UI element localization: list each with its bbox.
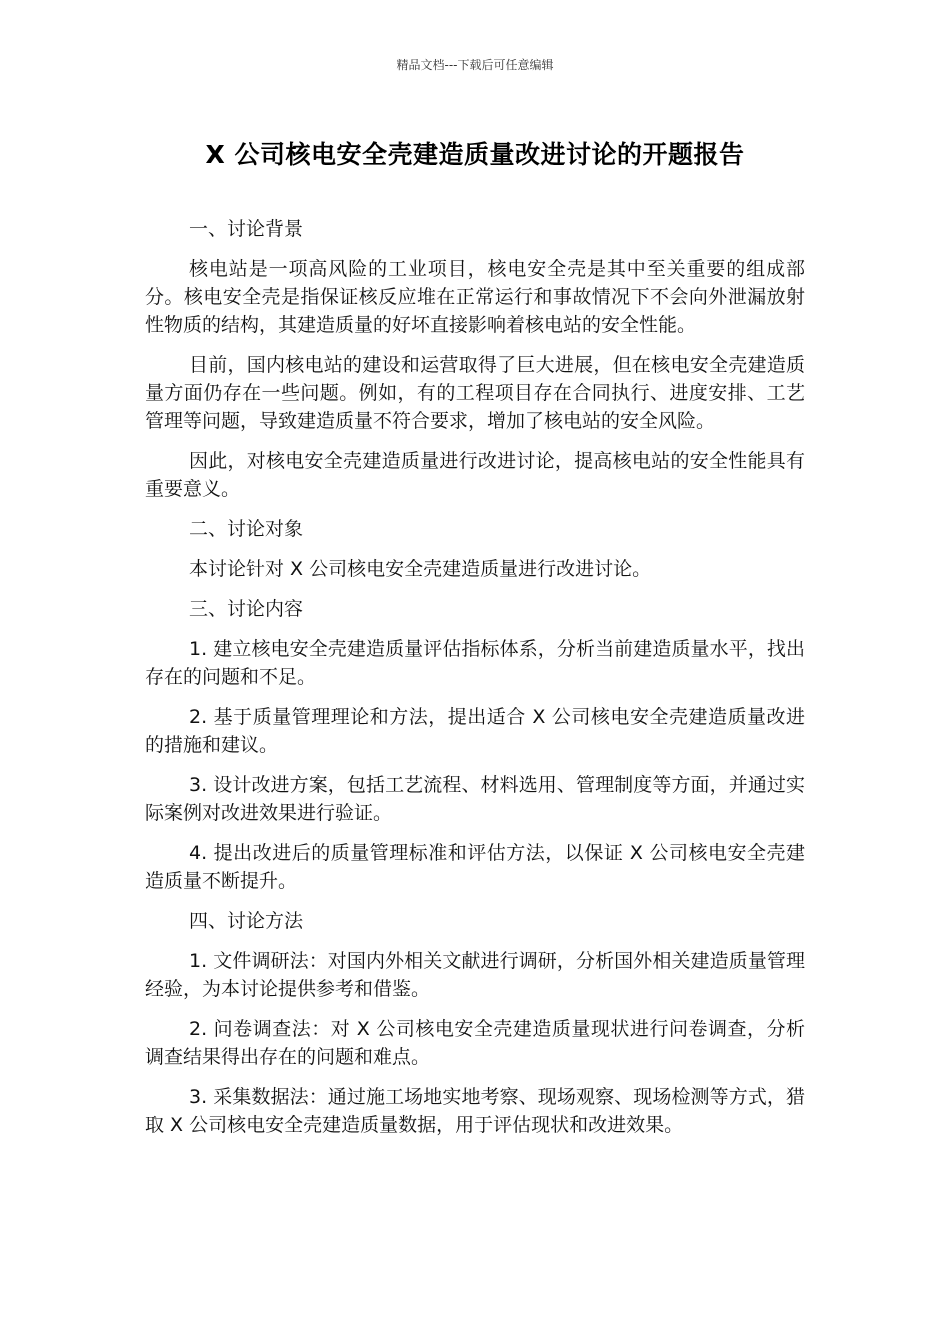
document-title: X 公司核电安全壳建造质量改进讨论的开题报告	[205, 140, 745, 169]
document-body	[145, 215, 805, 1151]
list-item-content-2: 2. 基于质量管理理论和方法，提出适合 X 公司核电安全壳建造质量改进的措施和建议。	[145, 706, 805, 756]
section-heading-object: 二、讨论对象	[189, 518, 304, 540]
list-item-method-1: 1. 文件调研法：对国内外相关文献进行调研，分析国外相关建造质量管理经验，为本讨论提供参考和借鉴。	[145, 950, 805, 1000]
header-note: 精品文档---下载后可任意编辑	[396, 58, 554, 72]
list-item-content-1: 1. 建立核电安全壳建造质量评估指标体系，分析当前建造质量水平，找出存在的问题和不足。	[145, 638, 805, 688]
paragraph-background-3: 因此，对核电安全壳建造质量进行改进讨论，提高核电站的安全性能具有重要意义。	[145, 450, 805, 500]
list-item-content-4: 4. 提出改进后的质量管理标准和评估方法，以保证 X 公司核电安全壳建造质量不断提升。	[145, 842, 805, 892]
section-heading-background: 一、讨论背景	[189, 218, 304, 240]
section-heading-method: 四、讨论方法	[189, 910, 304, 932]
list-item-method-3: 3. 采集数据法：通过施工场地实地考察、现场观察、现场检测等方式，猎取 X 公司核电安全壳建造质量数据，用于评估现状和改进效果。	[145, 1086, 805, 1136]
paragraph-background-2: 目前，国内核电站的建设和运营取得了巨大进展，但在核电安全壳建造质量方面仍存在一些问题。例如，有的工程项目存在合同执行、进度安排、工艺管理等问题，导致建造质量不符合要求，增加了核电站的安全风险。	[145, 354, 805, 432]
paragraph-object: 本讨论针对 X 公司核电安全壳建造质量进行改进讨论。	[189, 558, 652, 580]
list-item-method-2: 2. 问卷调查法：对 X 公司核电安全壳建造质量现状进行问卷调查，分析调查结果得出存在的问题和难点。	[145, 1018, 805, 1068]
list-item-content-3: 3. 设计改进方案，包括工艺流程、材料选用、管理制度等方面，并通过实际案例对改进效果进行验证。	[145, 774, 805, 824]
section-heading-content: 三、讨论内容	[189, 598, 304, 620]
paragraph-background-1: 核电站是一项高风险的工业项目，核电安全壳是其中至关重要的组成部分。核电安全壳是指保证核反应堆在正常运行和事故情况下不会向外泄漏放射性物质的结构，其建造质量的好坏直接影响着核电站的安全性能。	[145, 258, 805, 336]
